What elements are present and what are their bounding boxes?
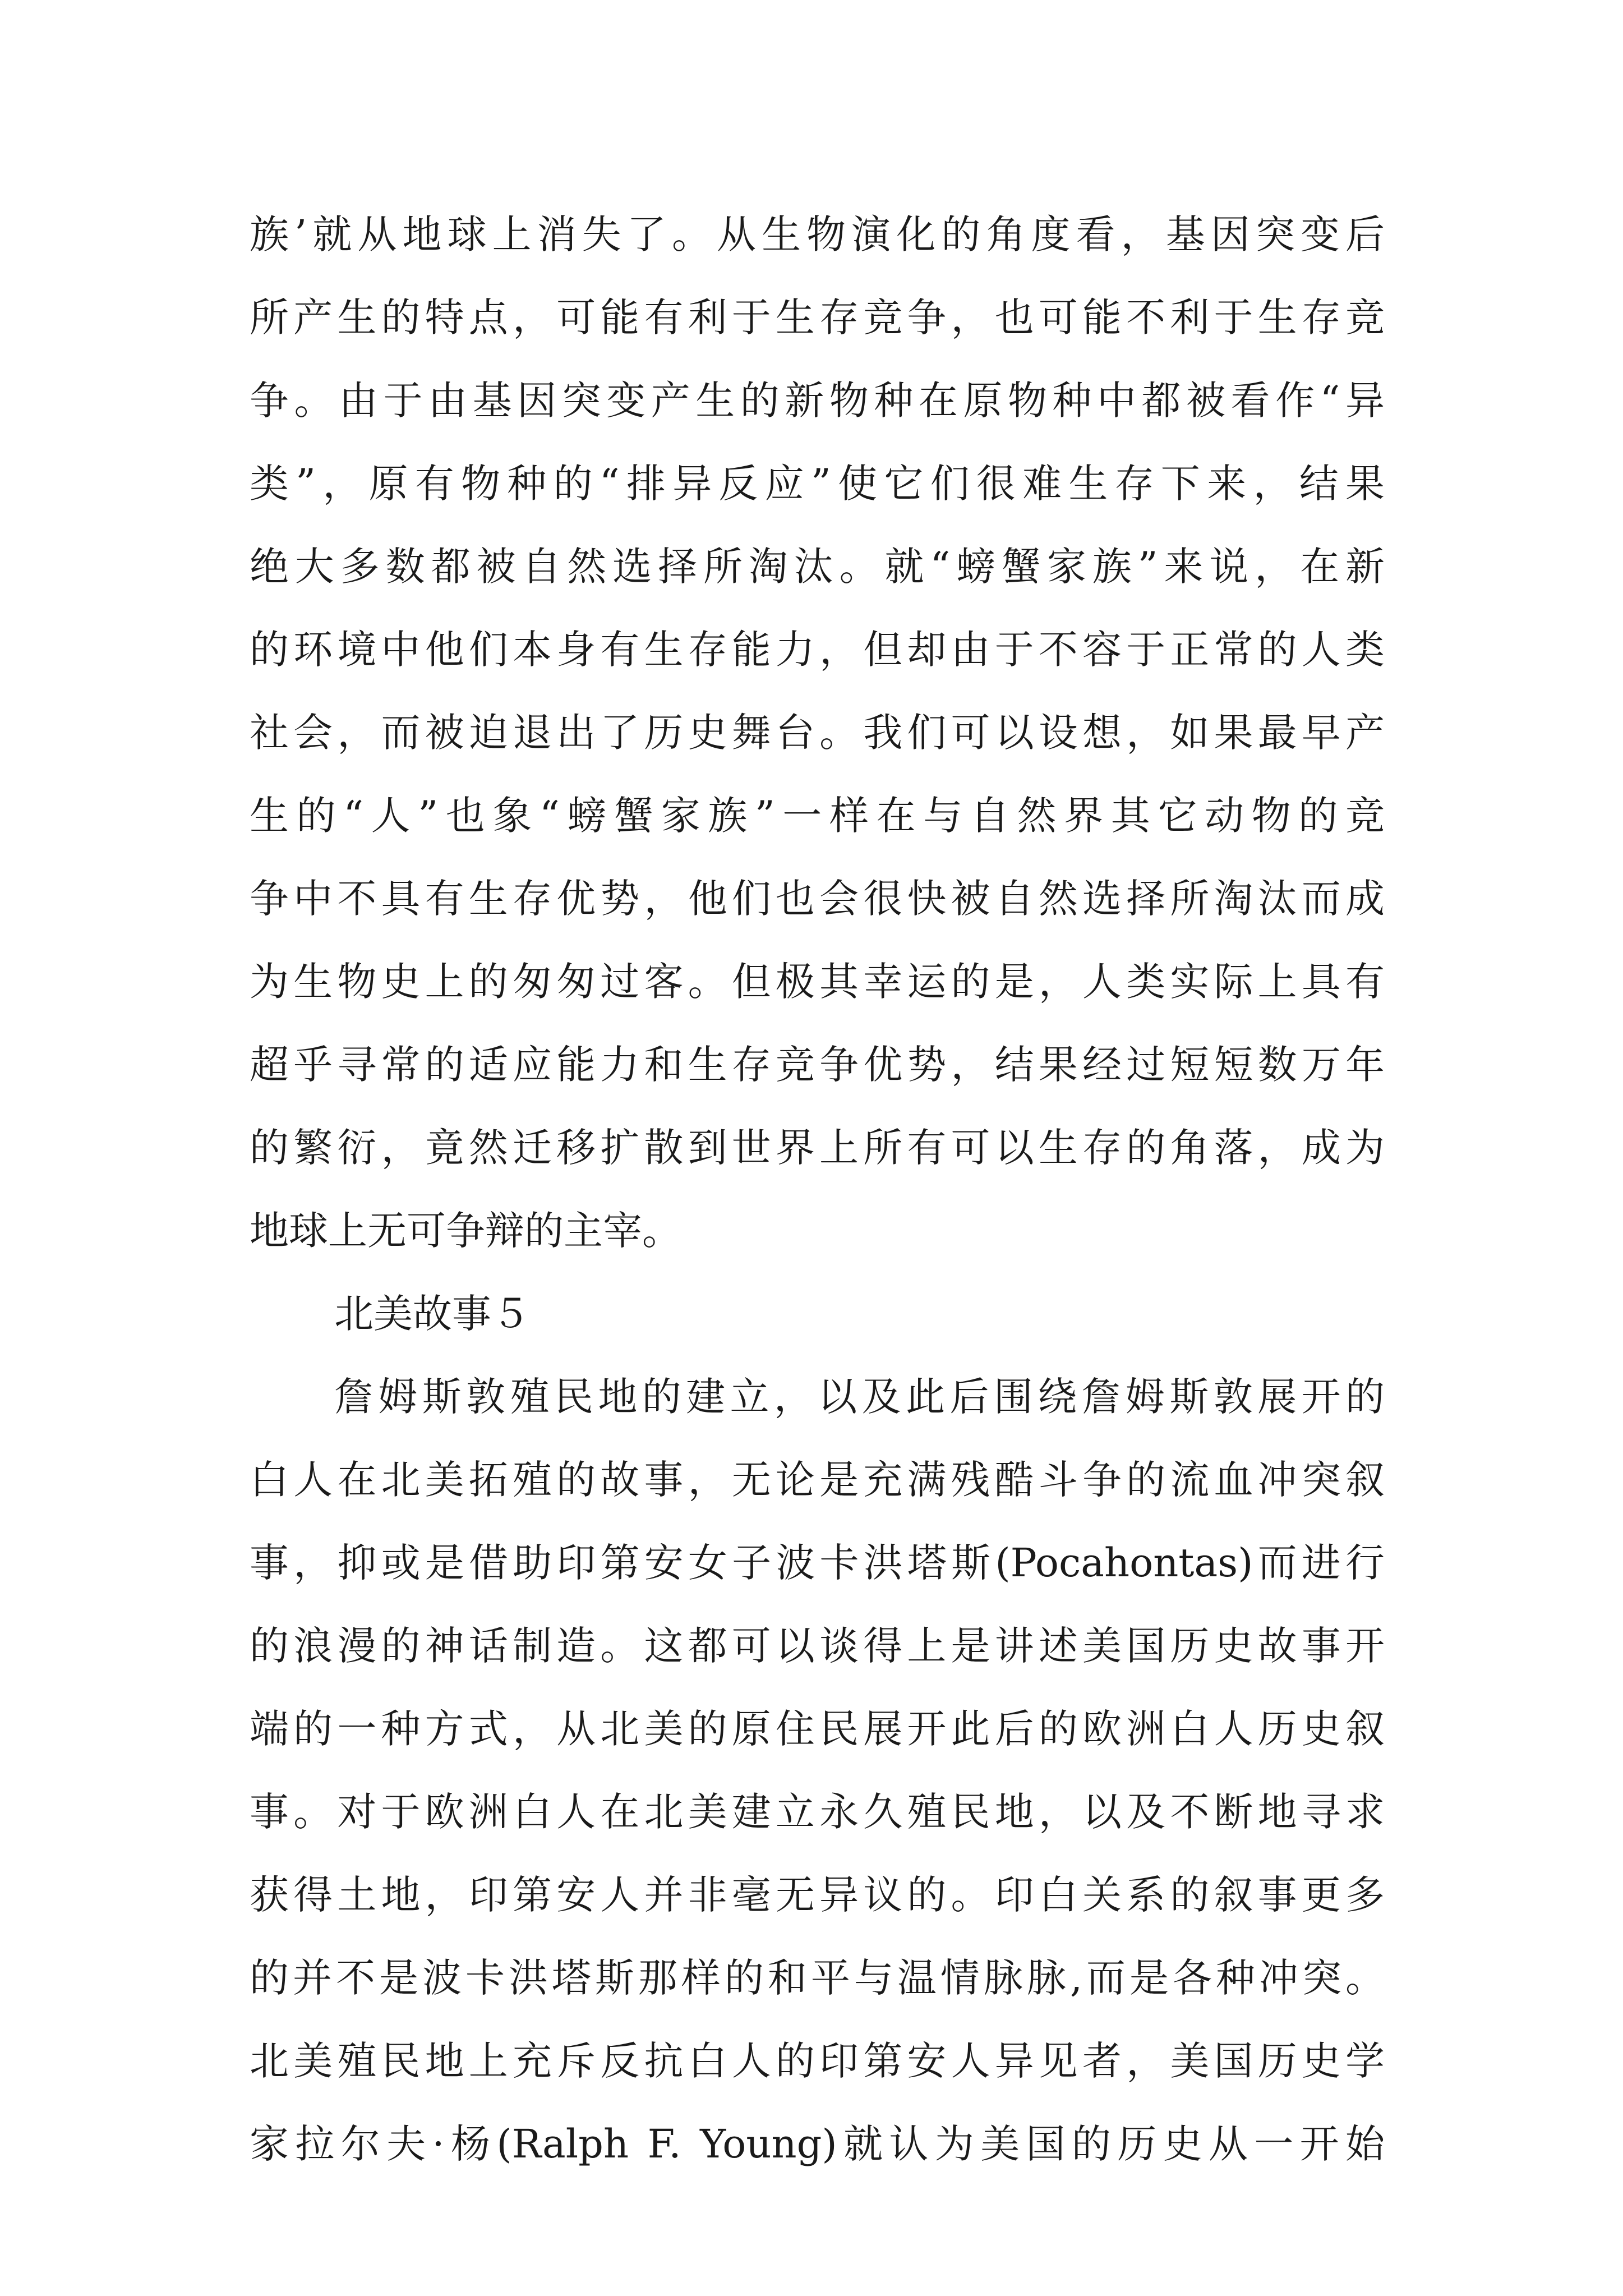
text-line: 的并不是波卡洪塔斯那样的和平与温情脉脉,而是各种冲突。 (250, 1955, 1385, 2001)
text-line: 家拉尔夫·杨(Ralph F. Young)就认为美国的历史从一开始 (250, 2121, 1385, 2167)
text-line: 绝大多数都被自然选择所淘汰。就“螃蟹家族”来说，在新 (250, 544, 1385, 590)
text-line: 端的一种方式，从北美的原住民展开此后的欧洲白人历史叙 (250, 1706, 1385, 1752)
text-line: 北美殖民地上充斥反抗白人的印第安人异见者，美国历史学 (250, 2038, 1385, 2084)
text-line: 类”，原有物种的“排异反应”使它们很难生存下来，结果 (250, 461, 1385, 507)
text-line: 事，抑或是借助印第安女子波卡洪塔斯(Pocahontas)而进行 (250, 1540, 1385, 1586)
text-line: 白人在北美拓殖的故事，无论是充满残酷斗争的流血冲突叙 (250, 1457, 1385, 1503)
text-line: 获得土地，印第安人并非毫无异议的。印白关系的叙事更多 (250, 1872, 1385, 1918)
text-line: 社会，而被迫退出了历史舞台。我们可以设想，如果最早产 (250, 710, 1385, 756)
text-line: 的环境中他们本身有生存能力，但却由于不容于正常的人类 (250, 627, 1385, 673)
text-line: 地球上无可争辩的主宰。 (250, 1208, 681, 1254)
text-line: 为生物史上的匆匆过客。但极其幸运的是，人类实际上具有 (250, 959, 1385, 1005)
text-line: 族’就从地球上消失了。从生物演化的角度看，基因突变后 (250, 211, 1385, 257)
text-line: 的繁衍，竟然迁移扩散到世界上所有可以生存的角落，成为 (250, 1125, 1385, 1171)
text-line: 争。由于由基因突变产生的新物种在原物种中都被看作“异 (250, 378, 1385, 424)
text-line: 事。对于欧洲白人在北美建立永久殖民地，以及不断地寻求 (250, 1789, 1385, 1835)
section-heading: 北美故事５ (334, 1291, 531, 1337)
text-line: 争中不具有生存优势，他们也会很快被自然选择所淘汰而成 (250, 876, 1385, 922)
text-line: 所产生的特点，可能有利于生存竞争，也可能不利于生存竞 (250, 295, 1385, 341)
text-line: 的浪漫的神话制造。这都可以谈得上是讲述美国历史故事开 (250, 1623, 1385, 1669)
text-line: 生的“人”也象“螃蟹家族”一样在与自然界其它动物的竞 (250, 793, 1385, 839)
text-line: 詹姆斯敦殖民地的建立，以及此后围绕詹姆斯敦展开的 (334, 1374, 1385, 1420)
text-line: 超乎寻常的适应能力和生存竞争优势，结果经过短短数万年 (250, 1042, 1385, 1088)
